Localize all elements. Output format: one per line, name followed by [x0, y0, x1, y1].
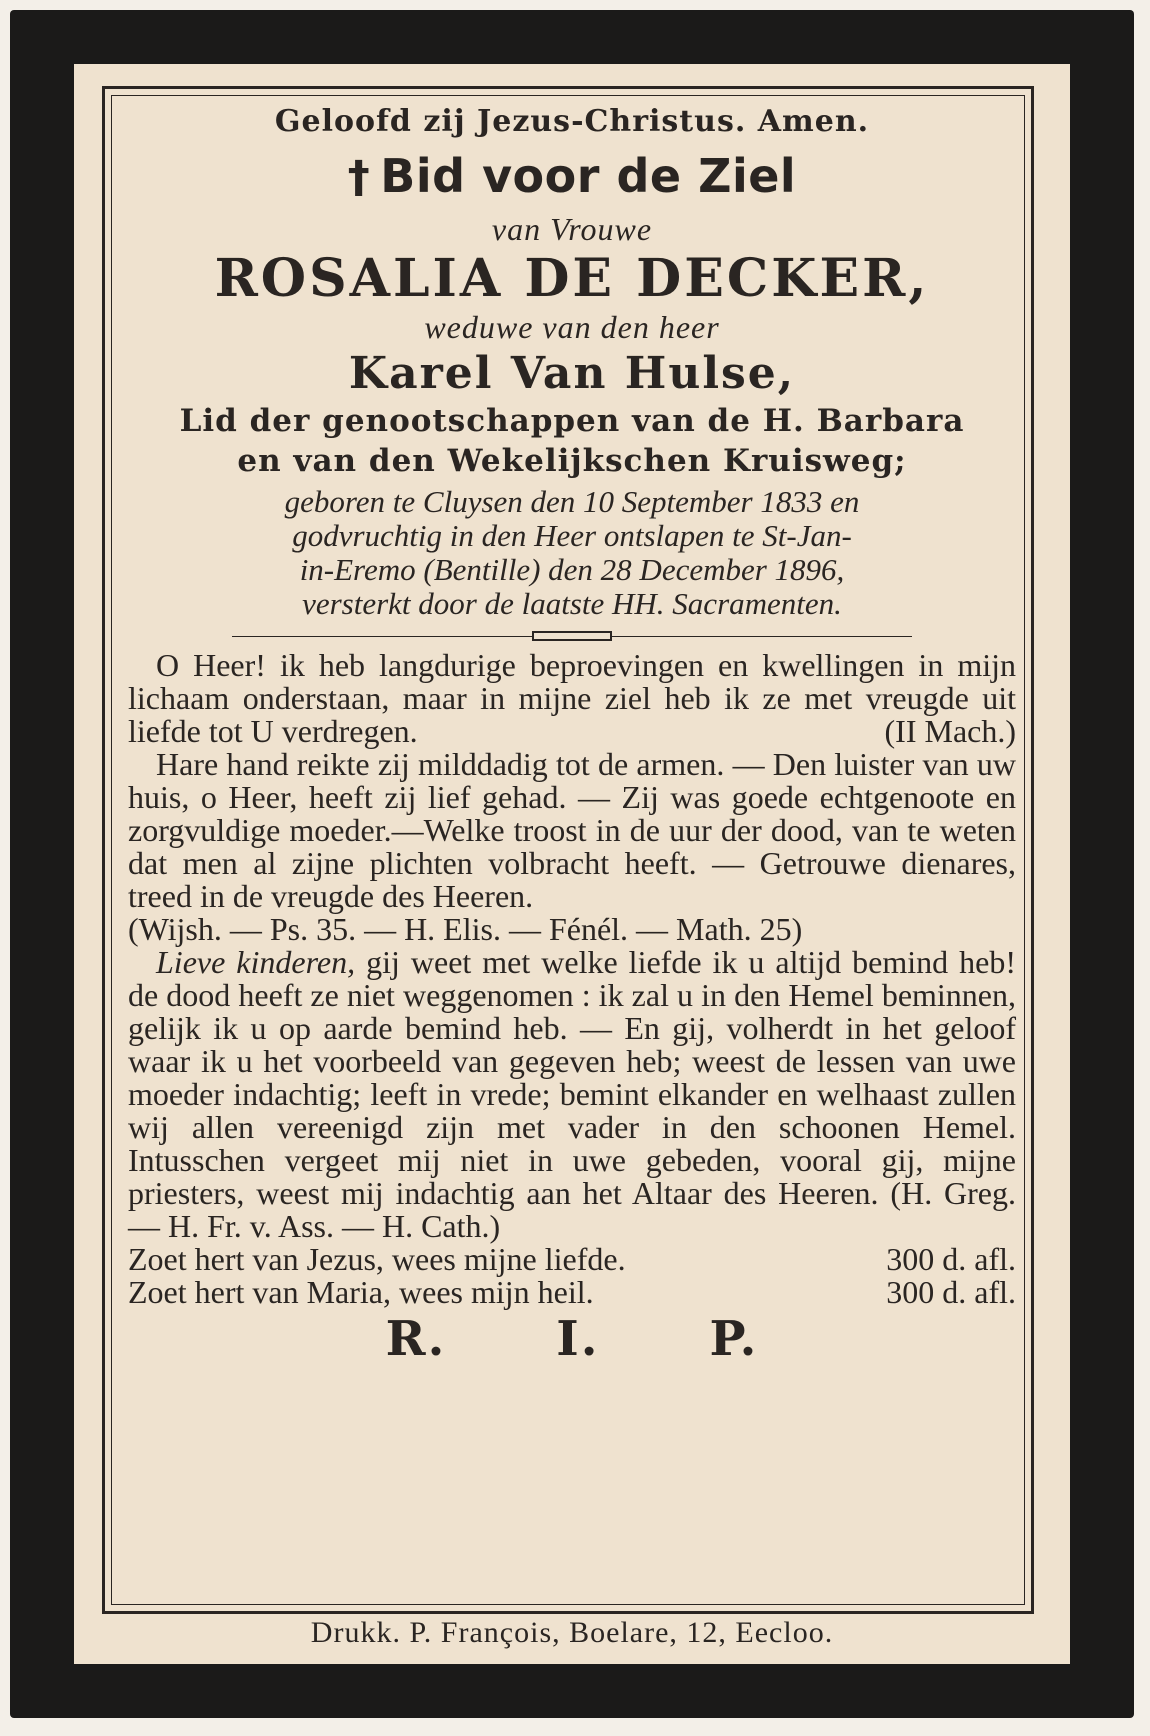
husband-name: Karel Van Hulse,	[348, 348, 796, 399]
header-blessing: Geloofd zij Jezus-Christus. Amen.	[274, 104, 870, 139]
prayer-2: Zoet hert van Maria, wees mijn heil. 300 d. afl.	[128, 1274, 1016, 1310]
cross-icon: †	[347, 152, 371, 203]
birth-line: in-Eremo (Bentille) den 28 December 1896,	[299, 552, 845, 587]
prayer-1: Zoet hert van Jezus, wees mijne liefde. 300 d. afl.	[128, 1241, 1016, 1277]
rip-letter: I.	[556, 1311, 600, 1367]
ornamental-divider	[232, 629, 912, 643]
divider-ornament	[532, 631, 612, 641]
paragraph-1: O Heer! ik heb langdurige beproevingen en kwellingen in mijn lichaam onderstaan, maar in mijne ziel heb ik ze met vreugde uit liefde tot U verdregen. (II Mach.)	[128, 647, 1016, 749]
birth-death-info	[124, 485, 1020, 621]
rip-letter: P.	[709, 1311, 759, 1367]
paragraph-1-reference: (II Mach.)	[884, 713, 1016, 749]
birth-line: versterkt door de laatste HH. Sacramenten.	[302, 586, 842, 621]
prayer-1-indulgence: 300 d. afl.	[886, 1241, 1016, 1277]
paragraph-3-reference: (H. Greg. — H. Fr. v. Ass. — H. Cath.)	[128, 1175, 1017, 1244]
rip-letter: R.	[385, 1311, 447, 1367]
printer-imprint: Drukk. P. François, Boelare, 12, Eecloo.	[310, 1616, 834, 1649]
prayer-2-indulgence: 300 d. afl.	[886, 1274, 1016, 1310]
deceased-name: ROSALIA DE DECKER,	[214, 248, 930, 309]
memorial-card	[10, 10, 1134, 1718]
paragraph-3-lead: Lieve kinderen,	[156, 944, 356, 980]
van-vrouwe: van Vrouwe	[491, 211, 653, 247]
widow-of: weduwe van den heer	[424, 309, 720, 345]
birth-line: geboren te Cluysen den 10 September 1833 en	[284, 484, 860, 519]
card-paper	[74, 64, 1070, 1664]
paragraph-3: Lieve kinderen, gij weet met welke liefde ik u altijd bemind heb! de dood heeft ze niet weggenomen : ik zal u in den Hemel beminnen, gelijk ik u op aarde bemind heb. — En gij, volherdt in het geloof waar ik u het voorbeeld van gegeven heb; weest de lessen van uwe moeder indachtig; leeft in vrede; bemint elkander en welhaast zullen wij allen vereenigd zijn met vader in den schoonen Hemel. Intusschen vergeet mij niet in uwe gebeden, vooral gij, mijne priesters, weest mij indachtig aan het Altaar des Heeren. (H. Greg. — H. Fr. v. Ass. — H. Cath.)	[128, 944, 1017, 1244]
paragraph-2-reference: (Wijsh. — Ps. 35. — H. Elis. — Fénél. — Math. 25)	[128, 911, 803, 947]
birth-line: godvruchtig in den Heer ontslapen te St-Jan-	[292, 518, 852, 553]
memorial-text	[124, 649, 1020, 1309]
title-text: Bid voor de Ziel	[380, 149, 797, 203]
paragraph-2: Hare hand reikte zij milddadig tot de armen. — Den luister van uw huis, o Heer, heeft zij lief gehad. — Zij was goede echtgenoote en zorgvuldige moeder.—Welke troost in de uur der dood, van te weten dat men al zijne plichten volbracht heeft. — Getrouwe dienares, treed in de vreugde des Heeren.	[128, 746, 1016, 914]
title-pray	[124, 149, 1020, 203]
rip-initials	[124, 1311, 1020, 1367]
member-line-1: Lid der genootschappen van de H. Barbara	[179, 403, 965, 439]
card-content	[124, 104, 1020, 1367]
member-line-2: en van den Wekelijkschen Kruisweg;	[237, 443, 907, 479]
